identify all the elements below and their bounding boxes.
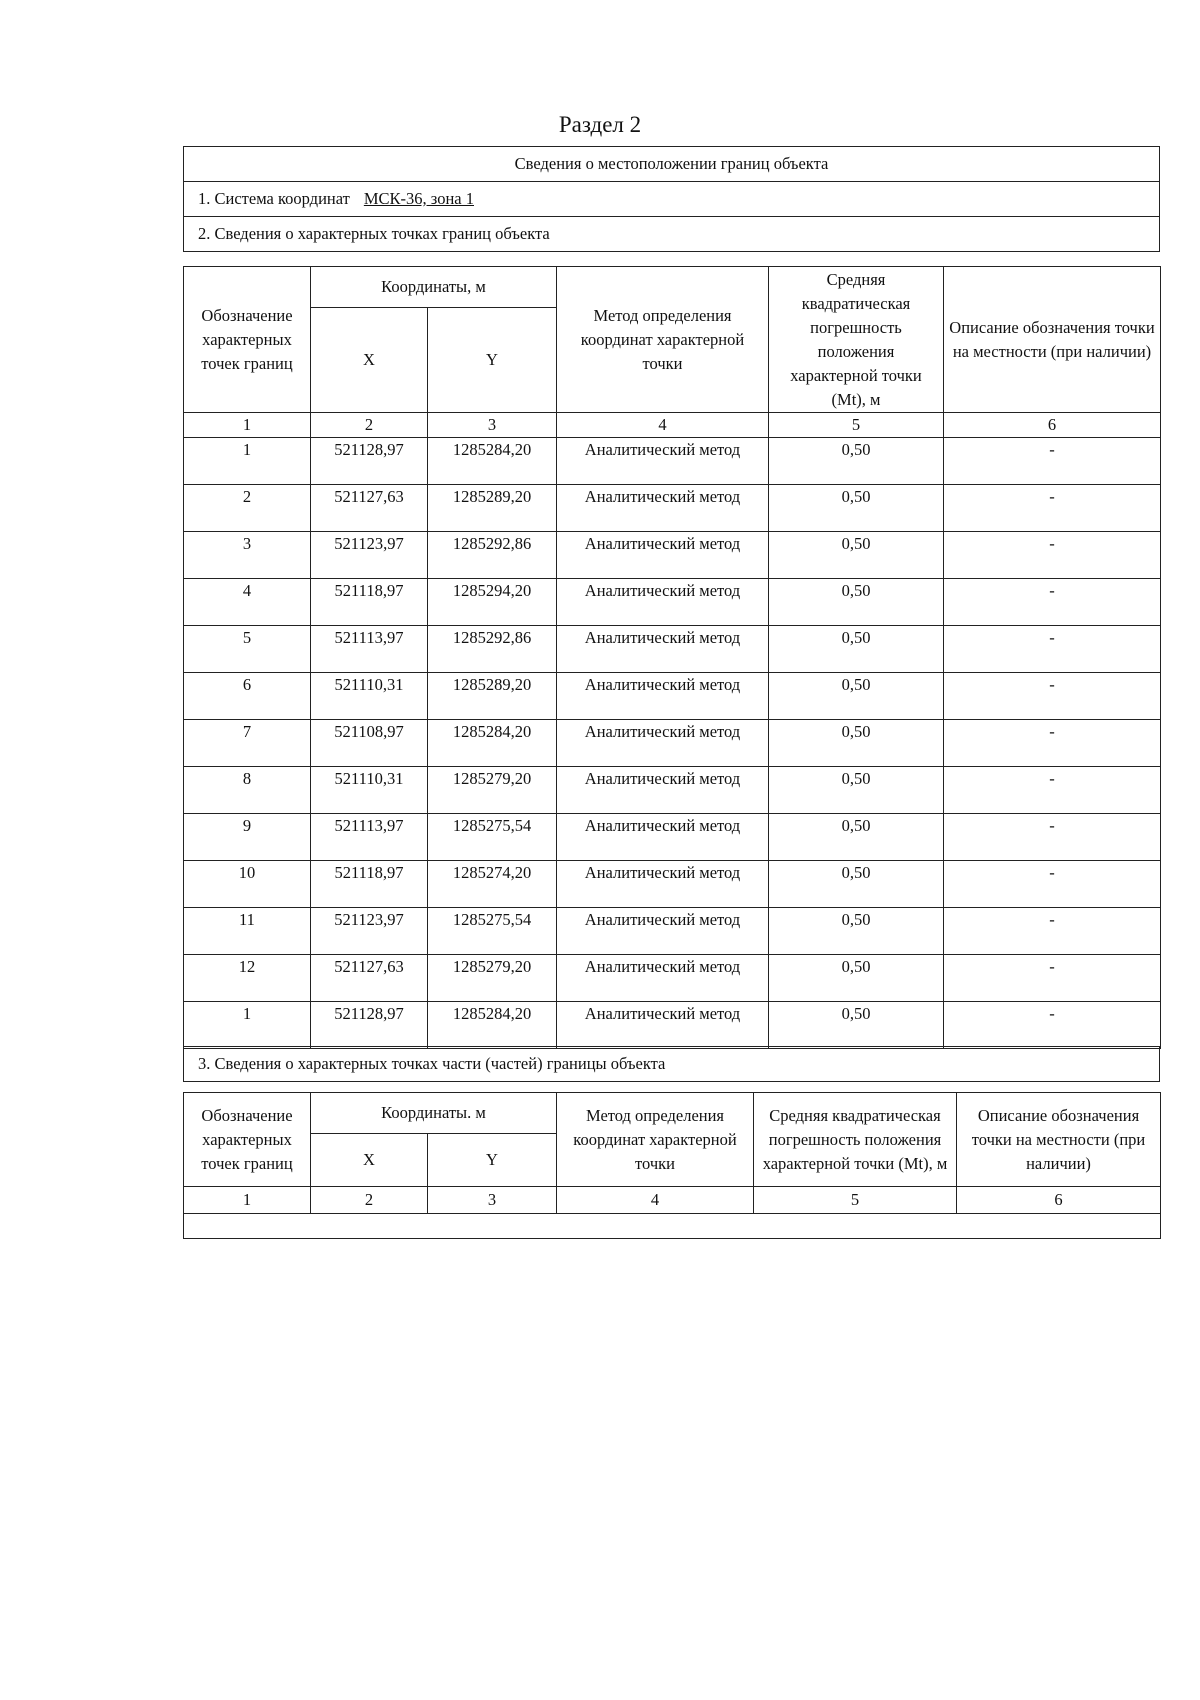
boundary-points-body bbox=[184, 413, 1161, 1049]
description: - bbox=[944, 861, 1161, 908]
header-coordinates: Координаты, м bbox=[311, 267, 557, 308]
description: - bbox=[944, 1002, 1161, 1049]
point-number: 4 bbox=[184, 579, 311, 626]
header-point-designation: Обозначение характерных точек границ bbox=[184, 267, 311, 413]
mean-error: 0,50 bbox=[769, 720, 944, 767]
method: Аналитический метод bbox=[557, 1002, 769, 1049]
part-header-method: Метод определения координат характерной точки bbox=[557, 1093, 754, 1187]
mean-error: 0,50 bbox=[769, 955, 944, 1002]
description: - bbox=[944, 626, 1161, 673]
coord-y: 1285279,20 bbox=[428, 955, 557, 1002]
boundary-points-table bbox=[183, 266, 1161, 1049]
column-number: 4 bbox=[557, 413, 769, 438]
coord-y: 1285275,54 bbox=[428, 814, 557, 861]
point-number: 8 bbox=[184, 767, 311, 814]
table-row bbox=[184, 955, 1161, 1002]
method: Аналитический метод bbox=[557, 861, 769, 908]
mean-error: 0,50 bbox=[769, 626, 944, 673]
description: - bbox=[944, 673, 1161, 720]
method: Аналитический метод bbox=[557, 955, 769, 1002]
part-column-number: 3 bbox=[428, 1187, 557, 1214]
mean-error: 0,50 bbox=[769, 767, 944, 814]
coord-y: 1285289,20 bbox=[428, 673, 557, 720]
part-section-title: 3. Сведения о характерных точках части (частей) границы объекта bbox=[184, 1047, 1160, 1082]
header-mean-error: Средняя квадратическая погрешность положения характерной точки (Mt), м bbox=[769, 267, 944, 413]
point-number: 10 bbox=[184, 861, 311, 908]
coord-y: 1285294,20 bbox=[428, 579, 557, 626]
coord-x: 521118,97 bbox=[311, 861, 428, 908]
method: Аналитический метод bbox=[557, 767, 769, 814]
table-row bbox=[184, 485, 1161, 532]
part-header-coordinates: Координаты. м bbox=[311, 1093, 557, 1134]
column-number: 3 bbox=[428, 413, 557, 438]
description: - bbox=[944, 814, 1161, 861]
point-number: 1 bbox=[184, 438, 311, 485]
part-header-y: Y bbox=[428, 1134, 557, 1187]
point-number: 3 bbox=[184, 532, 311, 579]
part-header-mean-error: Средняя квадратическая погрешность положения характерной точки (Mt), м bbox=[754, 1093, 957, 1187]
header-description: Описание обозначения точки на местности (при наличии) bbox=[944, 267, 1161, 413]
method: Аналитический метод bbox=[557, 673, 769, 720]
description: - bbox=[944, 955, 1161, 1002]
coord-y: 1285292,86 bbox=[428, 626, 557, 673]
point-number: 5 bbox=[184, 626, 311, 673]
mean-error: 0,50 bbox=[769, 438, 944, 485]
coord-x: 521108,97 bbox=[311, 720, 428, 767]
table-row bbox=[184, 673, 1161, 720]
coord-y: 1285289,20 bbox=[428, 485, 557, 532]
description: - bbox=[944, 720, 1161, 767]
part-section-heading-table bbox=[183, 1046, 1160, 1082]
table-row bbox=[184, 908, 1161, 955]
mean-error: 0,50 bbox=[769, 861, 944, 908]
coord-y: 1285284,20 bbox=[428, 1002, 557, 1049]
point-number: 6 bbox=[184, 673, 311, 720]
section-heading: Сведения о местоположении границ объекта bbox=[184, 147, 1160, 182]
table-row bbox=[184, 861, 1161, 908]
header-y: Y bbox=[428, 308, 557, 413]
point-number: 7 bbox=[184, 720, 311, 767]
point-number: 11 bbox=[184, 908, 311, 955]
mean-error: 0,50 bbox=[769, 1002, 944, 1049]
table-row bbox=[184, 767, 1161, 814]
point-number: 1 bbox=[184, 1002, 311, 1049]
description: - bbox=[944, 438, 1161, 485]
table-row bbox=[184, 1002, 1161, 1049]
coord-y: 1285284,20 bbox=[428, 720, 557, 767]
method: Аналитический метод bbox=[557, 485, 769, 532]
description: - bbox=[944, 767, 1161, 814]
description: - bbox=[944, 485, 1161, 532]
method: Аналитический метод bbox=[557, 532, 769, 579]
coord-x: 521128,97 bbox=[311, 438, 428, 485]
coord-system-value: МСК-36, зона 1 bbox=[363, 189, 474, 208]
column-number: 5 bbox=[769, 413, 944, 438]
mean-error: 0,50 bbox=[769, 579, 944, 626]
page-title: Раздел 2 bbox=[558, 112, 642, 137]
part-column-number: 1 bbox=[184, 1187, 311, 1214]
part-column-number: 2 bbox=[311, 1187, 428, 1214]
coord-y: 1285274,20 bbox=[428, 861, 557, 908]
column-number: 2 bbox=[311, 413, 428, 438]
method: Аналитический метод bbox=[557, 720, 769, 767]
object-info-table bbox=[183, 146, 1160, 252]
column-number: 6 bbox=[944, 413, 1161, 438]
description: - bbox=[944, 579, 1161, 626]
method: Аналитический метод bbox=[557, 579, 769, 626]
mean-error: 0,50 bbox=[769, 485, 944, 532]
description: - bbox=[944, 532, 1161, 579]
method: Аналитический метод bbox=[557, 814, 769, 861]
coord-x: 521113,97 bbox=[311, 626, 428, 673]
table-row bbox=[184, 626, 1161, 673]
points-section-label: 2. Сведения о характерных точках границ объекта bbox=[184, 217, 1160, 252]
coord-y: 1285284,20 bbox=[428, 438, 557, 485]
coord-y: 1285279,20 bbox=[428, 767, 557, 814]
method: Аналитический метод bbox=[557, 908, 769, 955]
part-column-number: 5 bbox=[754, 1187, 957, 1214]
coord-system-label: 1. Система координат bbox=[198, 189, 350, 208]
method: Аналитический метод bbox=[557, 438, 769, 485]
coord-x: 521118,97 bbox=[311, 579, 428, 626]
coord-x: 521127,63 bbox=[311, 955, 428, 1002]
part-header-point-designation: Обозначение характерных точек границ bbox=[184, 1093, 311, 1187]
table-row bbox=[184, 814, 1161, 861]
header-method: Метод определения координат характерной точки bbox=[557, 267, 769, 413]
part-column-number: 4 bbox=[557, 1187, 754, 1214]
part-column-number: 6 bbox=[957, 1187, 1161, 1214]
table-row bbox=[184, 532, 1161, 579]
mean-error: 0,50 bbox=[769, 814, 944, 861]
coord-x: 521113,97 bbox=[311, 814, 428, 861]
coord-x: 521128,97 bbox=[311, 1002, 428, 1049]
part-points-table bbox=[183, 1092, 1161, 1239]
coord-x: 521110,31 bbox=[311, 767, 428, 814]
coord-x: 521127,63 bbox=[311, 485, 428, 532]
table-row bbox=[184, 720, 1161, 767]
description: - bbox=[944, 908, 1161, 955]
part-header-x: X bbox=[311, 1134, 428, 1187]
header-x: X bbox=[311, 308, 428, 413]
mean-error: 0,50 bbox=[769, 908, 944, 955]
part-header-description: Описание обозначения точки на местности (при наличии) bbox=[957, 1093, 1161, 1187]
point-number: 9 bbox=[184, 814, 311, 861]
coord-x: 521123,97 bbox=[311, 908, 428, 955]
method: Аналитический метод bbox=[557, 626, 769, 673]
coord-y: 1285275,54 bbox=[428, 908, 557, 955]
coord-x: 521110,31 bbox=[311, 673, 428, 720]
point-number: 2 bbox=[184, 485, 311, 532]
mean-error: 0,50 bbox=[769, 673, 944, 720]
table-row bbox=[184, 579, 1161, 626]
mean-error: 0,50 bbox=[769, 532, 944, 579]
coord-y: 1285292,86 bbox=[428, 532, 557, 579]
table-row bbox=[184, 438, 1161, 485]
point-number: 12 bbox=[184, 955, 311, 1002]
column-number: 1 bbox=[184, 413, 311, 438]
part-column-numbers-row bbox=[184, 1187, 1161, 1214]
coord-system-row bbox=[184, 182, 1160, 217]
part-empty-cell bbox=[184, 1214, 1161, 1239]
part-empty-row bbox=[184, 1214, 1161, 1239]
column-numbers-row bbox=[184, 413, 1161, 438]
coord-x: 521123,97 bbox=[311, 532, 428, 579]
